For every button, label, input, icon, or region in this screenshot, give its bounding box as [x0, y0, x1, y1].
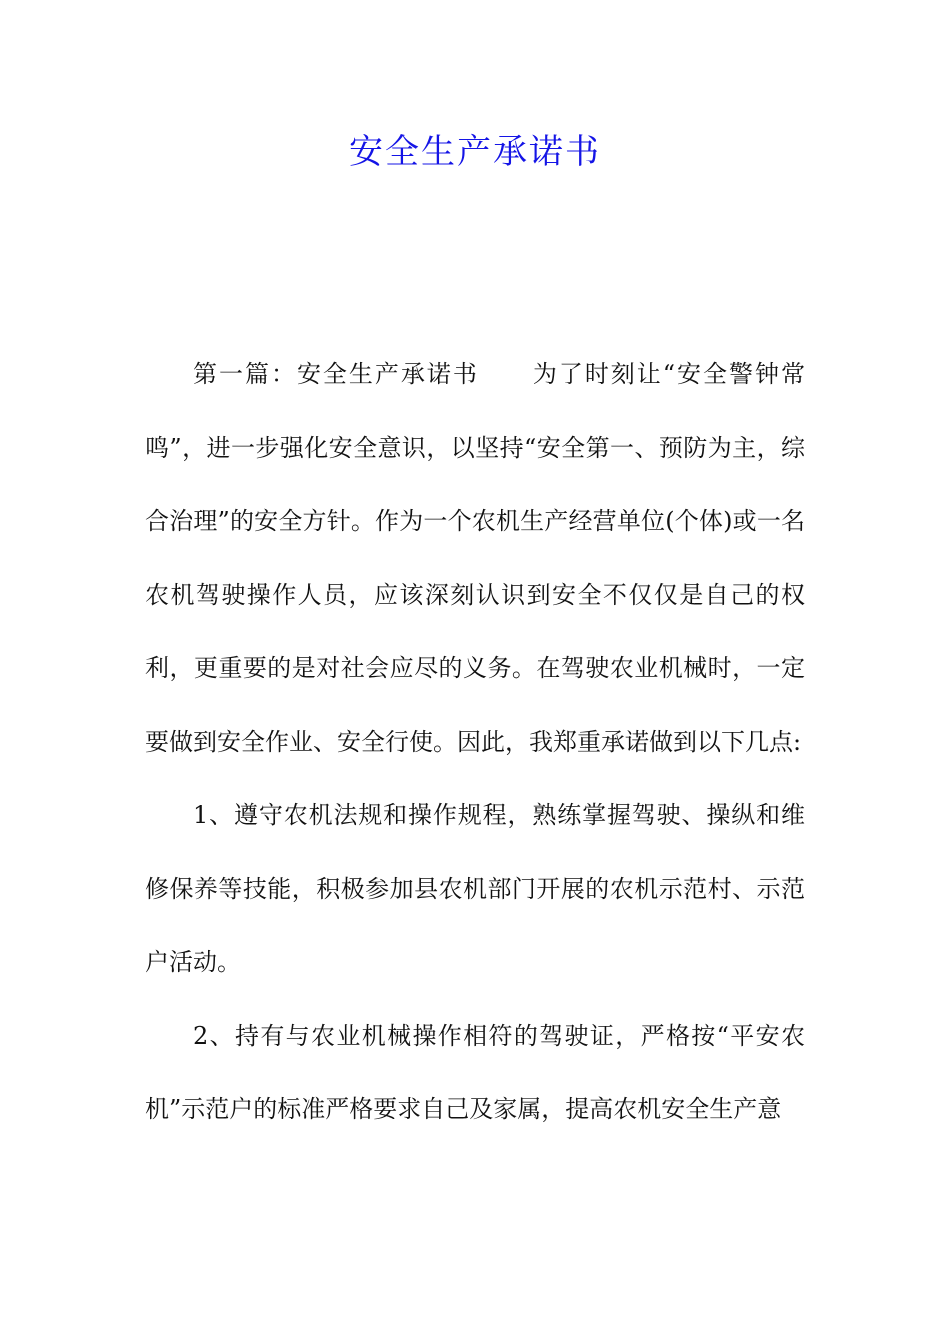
paragraph-item-2: 2、持有与农业机械操作相符的驾驶证，严格按“平安农机”示范户的标准严格要求自己及家属，提高农机安全生产意 — [145, 1021, 805, 1123]
paragraph-intro — [145, 338, 805, 779]
paragraph-item-1: 1、遵守农机法规和操作规程，熟练掌握驾驶、操纵和维修保养等技能，积极参加县农机部门开展的农机示范村、示范户活动。 — [145, 801, 805, 976]
paragraph-1-text: 为了时刻让“安全警钟常鸣”，进一步强化安全意识，以坚持“安全第一、预防为主，综合治理”的安全方针。作为一个农机生产经营单位(个体)或一名农机驾驶操作人员，应该深刻认识到安全不仅仅是自己的权利，更重要的是对社会应尽的义务。在驾驶农业机械时，一定要做到安全作业、安全行使。因此，我郑重承诺做到以下几点: — [145, 360, 805, 756]
document-title: 安全生产承诺书 — [349, 132, 601, 172]
document-body — [145, 338, 805, 1147]
intro-heading: 第一篇：安全生产承诺书 — [193, 360, 479, 388]
